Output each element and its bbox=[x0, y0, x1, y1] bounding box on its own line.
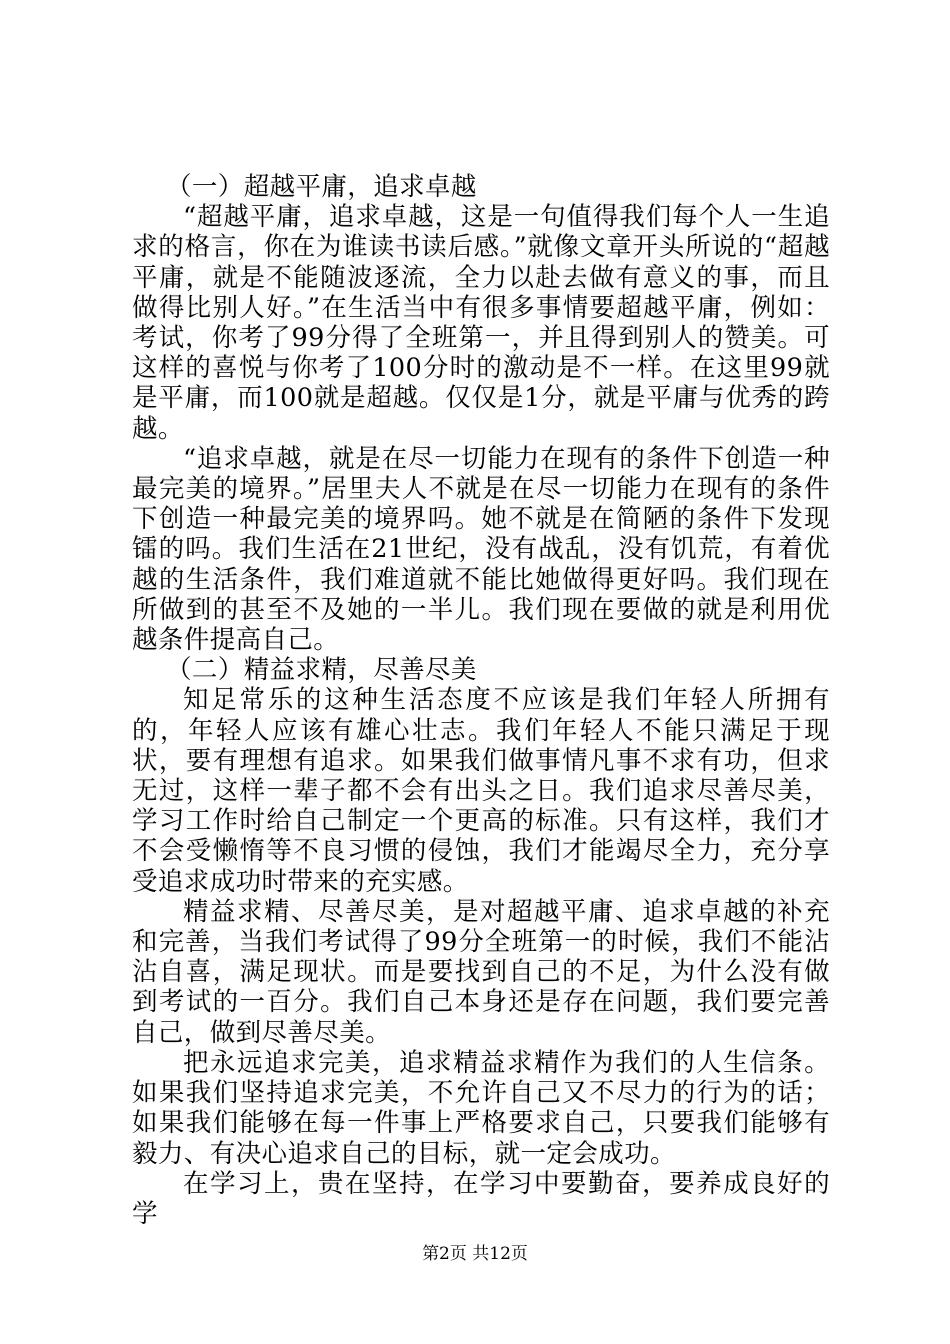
page-number-footer: 第2页 共12页 bbox=[422, 1244, 528, 1264]
paragraph: 在学习上，贵在坚持，在学习中要勤奋，要养成良好的学 bbox=[132, 1168, 830, 1229]
section-heading-1: （一）超越平庸，追求卓越 bbox=[166, 172, 477, 202]
section-heading-2: （二）精益求精，尽善尽美 bbox=[166, 655, 477, 686]
paragraph: 把永远追求完美，追求精益求精作为我们的人生信条。如果我们坚持追求完美，不允许自己又不尽力的行为的话；如果我们能够在每一件事上严格要求自己，只要我们能够有毅力、有决心追求自己的目标，就一定会成功。 bbox=[132, 1047, 830, 1169]
paragraph: 精益求精、尽善尽美，是对超越平庸、追求卓越的补充和完善，当我们考试得了99分全班第一的时候，我们不能沾沾自喜，满足现状。而是要找到自己的不足，为什么没有做到考试的一百分。我们自己本身还是存在问题，我们要完善自己，做到尽善尽美。 bbox=[132, 896, 830, 1048]
paragraph: 知足常乐的这种生活态度不应该是我们年轻人所拥有的，年轻人应该有雄心壮志。我们年轻人不能只满足于现状，要有理想有追求。如果我们做事情凡事不求有功，但求无过，这样一辈子都不会有出头之日。我们追求尽善尽美，学习工作时给自己制定一个更高的标准。只有这样，我们才不会受懒惰等不良习惯的侵蚀，我们才能竭尽全力，充分享受追求成功时带来的充实感。 bbox=[132, 685, 830, 897]
paragraph: “超越平庸，追求卓越，这是一句值得我们每个人一生追求的格言，你在为谁读书读后感。”就像文章开头所说的“超越平庸，就是不能随波逐流，全力以赴去做有意义的事，而且做得比别人好。”在生活当中有很多事情要超越平庸，例如：考试，你考了99分得了全班第一，并且得到别人的赞美。可这样的喜悦与你考了100分时的激动是不一样。在这里99就是平庸，而100就是超越。仅仅是1分，就是平庸与优秀的跨越。 bbox=[132, 202, 830, 444]
paragraph: “追求卓越，就是在尽一切能力在现有的条件下创造一种最完美的境界。”居里夫人不就是在尽一切能力在现有的条件下创造一种最完美的境界吗。她不就是在简陋的条件下发现镭的吗。我们生活在21世纪，没有战乱，没有饥荒，有着优越的生活条件，我们难道就不能比她做得更好吗。我们现在所做到的甚至不及她的一半儿。我们现在要做的就是利用优越条件提高自己。 bbox=[132, 443, 830, 656]
document-body bbox=[132, 172, 830, 1229]
